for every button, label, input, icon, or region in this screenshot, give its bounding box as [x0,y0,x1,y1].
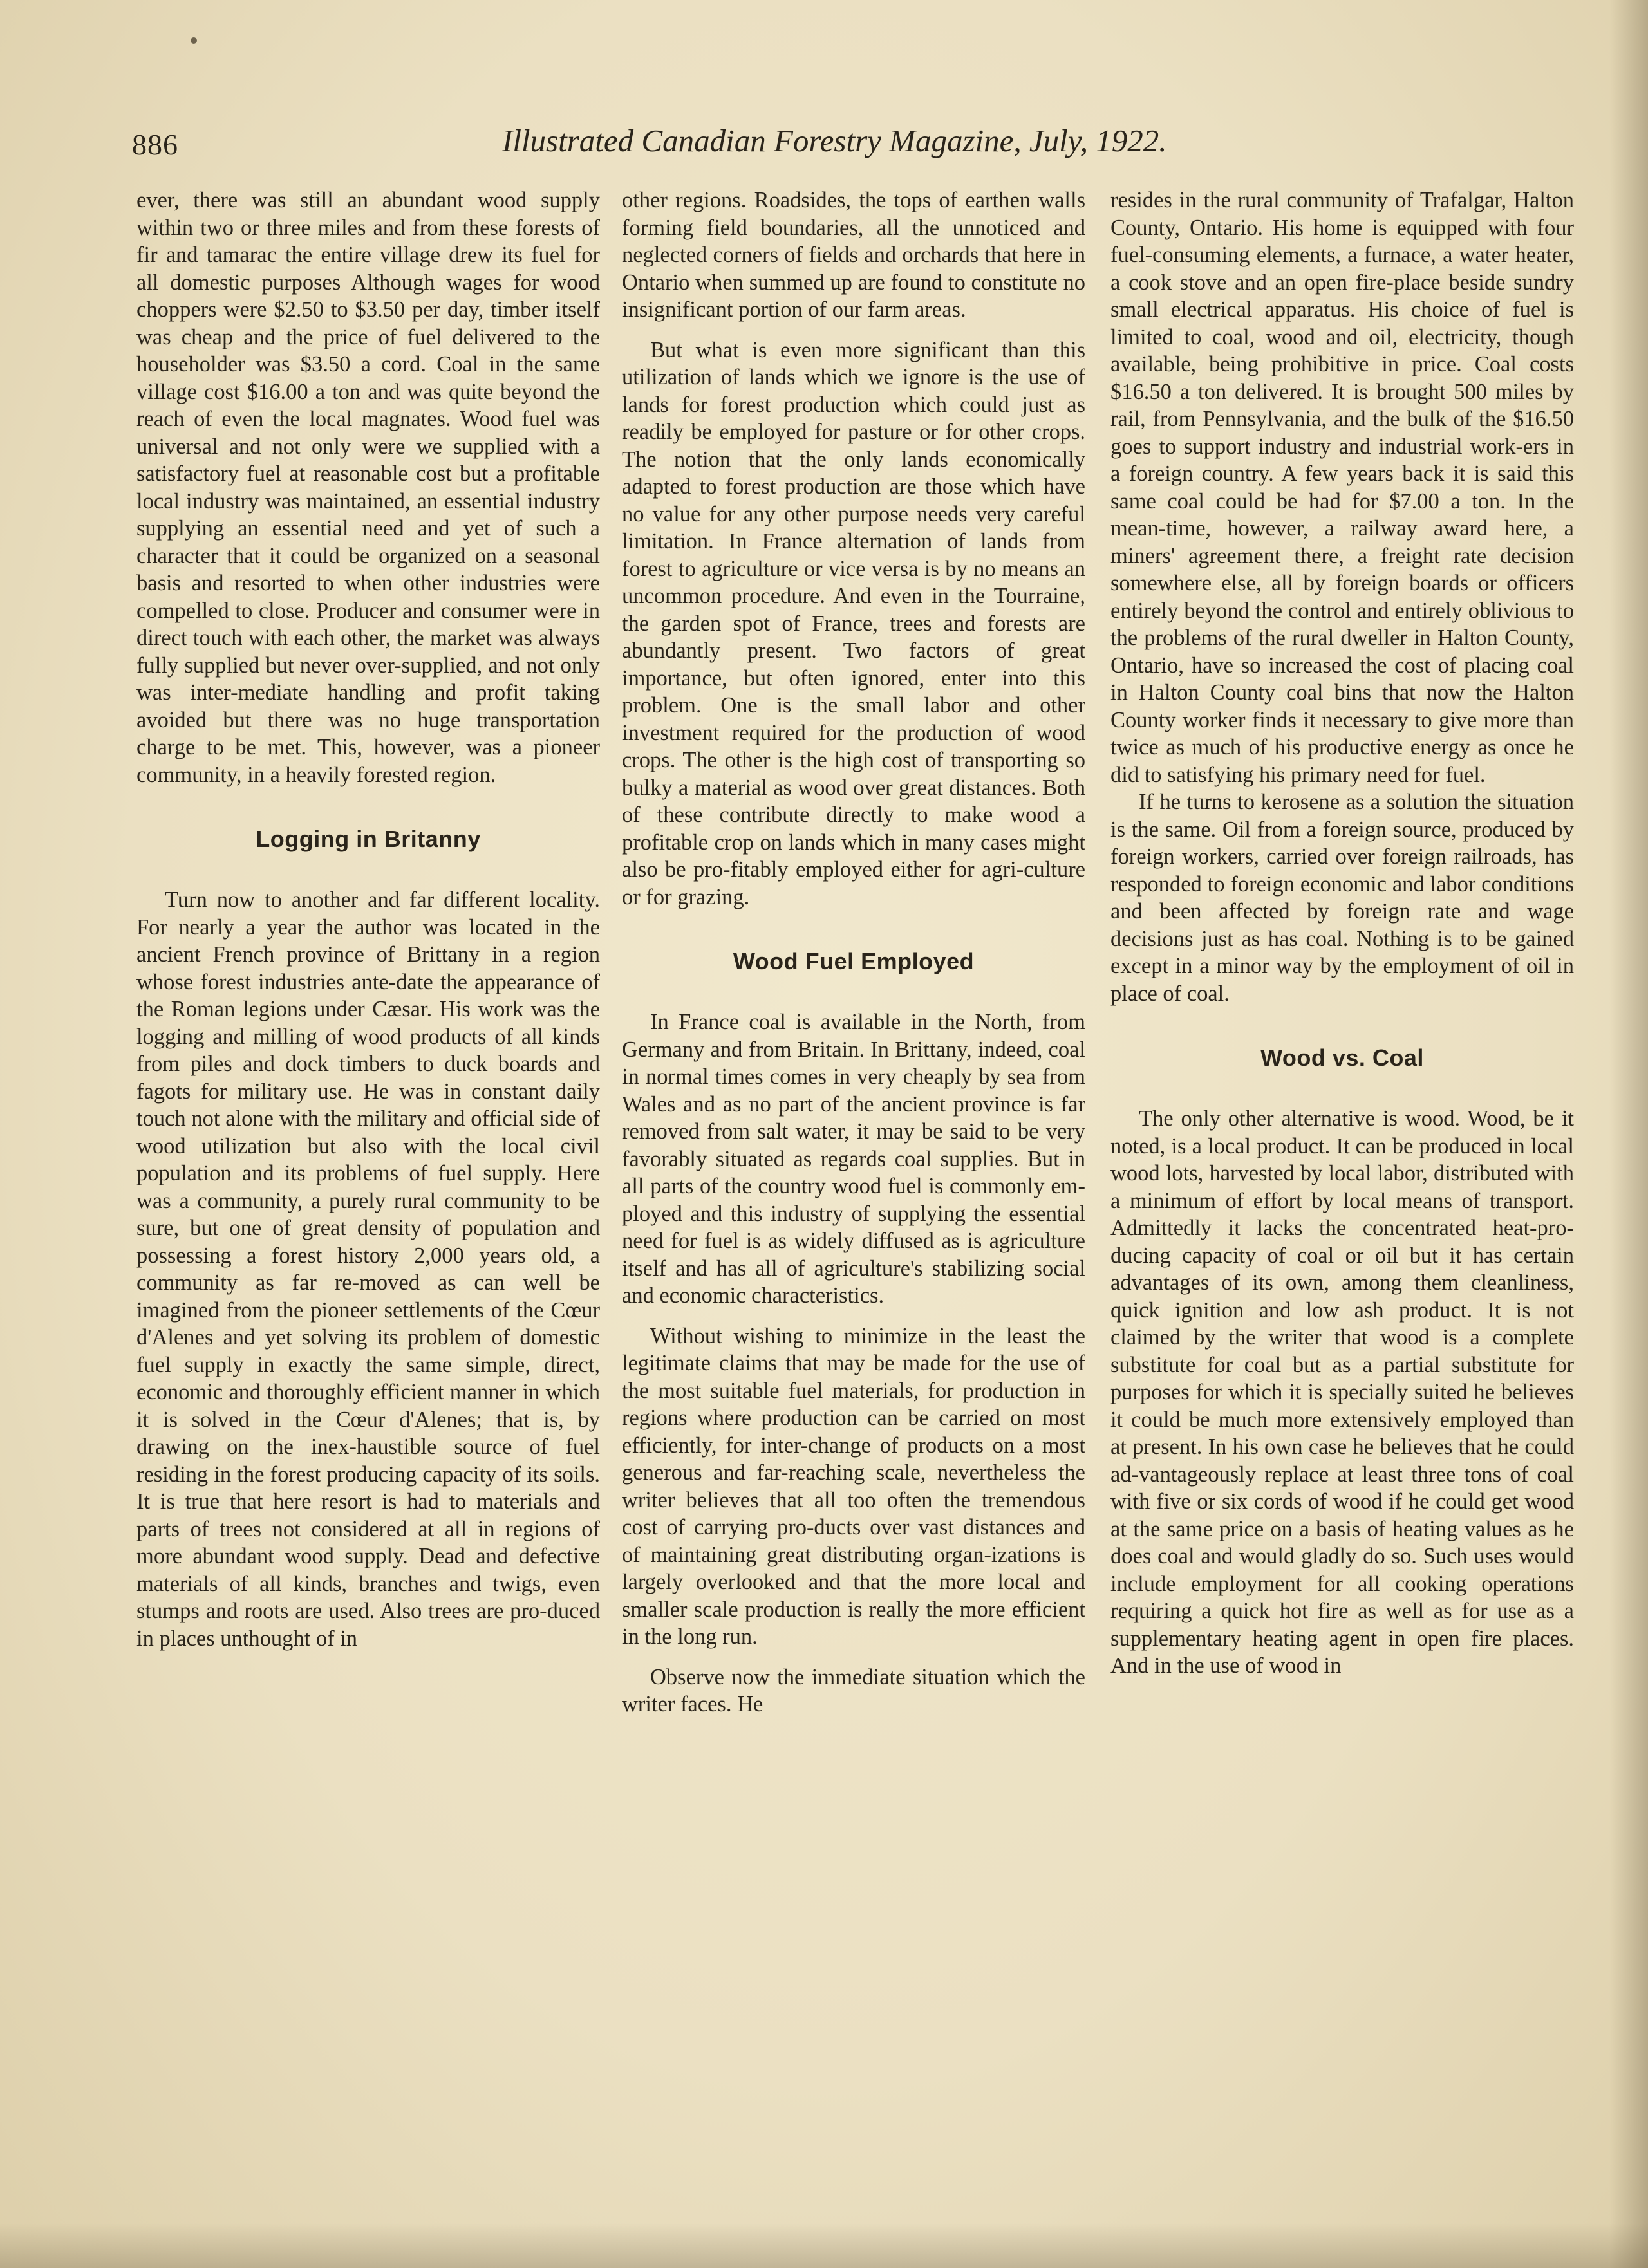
paragraph: Turn now to another and far different locality. For nearly a year the author was located in the ancient French province of Brittany in a region whose forest industries ante-date the appearance of the Roman legions under Cæsar. His work was the logging and milling of wood products of all kinds from piles and dock timbers to duck boards and fagots for military use. He was in constant daily touch not alone with the military and official side of wood utilization but also with the local civil population and its problems of fuel supply. Here was a community, a purely rural community to be sure, but one of great density of population and possessing a forest history 2,000 years old, a community as far re-moved as can well be imagined from the pioneer settlements of the Cœur d'Alenes and yet solving its problem of domestic fuel supply in exactly the same simple, direct, economic and thoroughly efficient manner in which it is solved in the Cœur d'Alenes; that is, by drawing on the inex-haustible source of fuel residing in the forest producing capacity of its soils. It is true that here resort is had to materials and parts of trees not considered at all in regions of more abundant wood supply. Dead and defective materials of all kinds, branches and twigs, even stumps and roots are used. Also trees are pro-duced in places unthought of in [136,888,600,1651]
paragraph: resides in the rural community of Trafalgar, Halton County, Ontario. His home is equipped with four fuel-consuming elements, a furnace, a water heater, a cook stove and an open fire-place beside sundry small electrical apparatus. His choice of fuel is limited to coal, wood and oil, electricity, though available, being prohibitive in price. Coal costs $16.50 a ton delivered. It is brought 500 miles by rail, from Pennsylvania, and the bulk of the $16.50 goes to support industry and industrial work-ers in a foreign country. A few years back it is said this same coal could be had for $7.00 a ton. In the mean-time, however, a railway award here, a miners' agreement there, a freight rate decision somewhere else, all by foreign boards or officers entirely beyond the control and entirely oblivious to the problems of the rural dweller in Halton County, Ontario, have so increased the cost of placing coal in Halton County coal bins that now the Halton County worker finds it necessary to give more than twice as much of his productive energy as once he did to satisfying his primary need for fuel. [1110,188,1574,787]
section-heading: Wood Fuel Employed [733,948,975,974]
page-bottom-shadow [0,2223,1648,2268]
paragraph: The only other alternative is wood. Wood, be it noted, is a local product. It can be produced in local wood lots, harvested by local labor, distributed with a minimum of effort by local means of transport. Admittedly it lacks the concentrated heat-pro-ducing capacity of coal or oil but it has certain advantages of its own, among them cleanliness, quick ignition and low ash product. It is not claimed by the writer that wood is a complete substitute for coal but as a partial substitute for purposes for which it is specially suited he believes it could be much more extensively employed than at present. In his own case he believes that he could ad-vantageously replace at least three tons of coal with five or six cords of wood if he could get wood at the same price on a basis of heating values as he does coal and would gladly do so. Such uses would include employment for all cooking operations requiring a quick hot fire as well as for use as a supplementary heating agent in open fire places. And in the use of wood in [1110,1106,1574,1678]
page-header [132,122,1529,174]
paragraph: Without wishing to minimize in the least the legitimate claims that may be made for the use of the most suitable fuel materials, for production in regions where production can be carried on most efficiently, for inter-change of products on a most generous and far-reaching scale, nevertheless the writer believes that all too often the tremendous cost of carrying pro-ducts over vast distances and of maintaining great distributing organ-izations is largely overlooked and that the more local and smaller scale production is really the more efficient in the long run. [622,1323,1085,1649]
running-head: Illustrated Canadian Forestry Magazine, July, 1922. [502,123,1167,158]
ink-speck [191,37,197,44]
paragraph: Observe now the immediate situation which the writer faces. He [622,1664,1085,1716]
text-column-2 [622,187,1085,1718]
text-column-1 [136,187,600,1652]
paragraph: If he turns to kerosene as a solution the situation is the same. Oil from a foreign source, produced by foreign workers, carried over foreign railroads, has responded to foreign economic and labor conditions and been affected by foreign rate and wage decisions just as has coal. Nothing is to be gained except in a minor way by the employment of oil in place of coal. [1110,790,1574,1006]
text-column-3 [1110,187,1574,1680]
page-number: 886 [132,128,178,161]
paragraph: ever, there was still an abundant wood supply within two or three miles and from these forests of fir and tamarac the entire village drew its fuel for all domestic purposes Although wages for wood choppers were $2.50 to $3.50 per day, timber itself was cheap and the price of fuel delivered to the householder was $3.50 a cord. Coal in the same village cost $16.00 a ton and was quite beyond the reach of even the local magnates. Wood fuel was universal and not only were we supplied with a satisfactory fuel at reasonable cost but a profitable local industry was maintained, an essential industry supplying an essential need and yet of such a character that it could be organized on a seasonal basis and resorted to when other industries were compelled to close. Producer and consumer were in direct touch with each other, the market was always fully supplied but never over-supplied, and not only was inter-mediate handling and profit taking avoided but there was no huge transportation charge to be met. This, however, was a pioneer community, in a heavily forested region. [136,188,600,787]
page-edge-shadow [1609,0,1648,2268]
paragraph: But what is even more significant than this utilization of lands which we ignore is the use of lands for forest production which could just as readily be employed for pasture or for other crops. The notion that the only lands economically adapted to forest production are those which have no value for any other purpose needs very careful limitation. In France alternation of lands from forest to agriculture or vice versa is by no means an uncommon procedure. And even in the Tourraine, the garden spot of France, trees and forests are abundantly present. Two factors of great importance, but often ignored, enter into this problem. One is the small labor and other investment required for the production of wood crops. The other is the high cost of transporting so bulky a material as wood over great distances. Both of these contribute directly to make wood a profitable crop on lands which in many cases might also be pro-fitably employed either for agri-culture or for grazing. [622,337,1085,909]
paragraph: In France coal is available in the North, from Germany and from Britain. In Brittany, indeed, coal in normal times comes in very cheaply by sea from Wales and as no part of the ancient province is far removed from salt water, it may be said to be very favorably situated as regards coal supplies. But in all parts of the country wood fuel is commonly em-ployed and this industry of supplying the essential need for fuel is as widely diffused as is agriculture itself and has all of agriculture's stabilizing social and economic characteristics. [622,1010,1085,1308]
section-heading: Wood vs. Coal [1260,1045,1424,1071]
section-heading: Logging in Britanny [256,826,481,852]
paragraph: other regions. Roadsides, the tops of earthen walls forming field boundaries, all the unnoticed and neglected corners of fields and orchards that here in Ontario when summed up are found to constitute no insignificant portion of our farm areas. [622,188,1085,322]
